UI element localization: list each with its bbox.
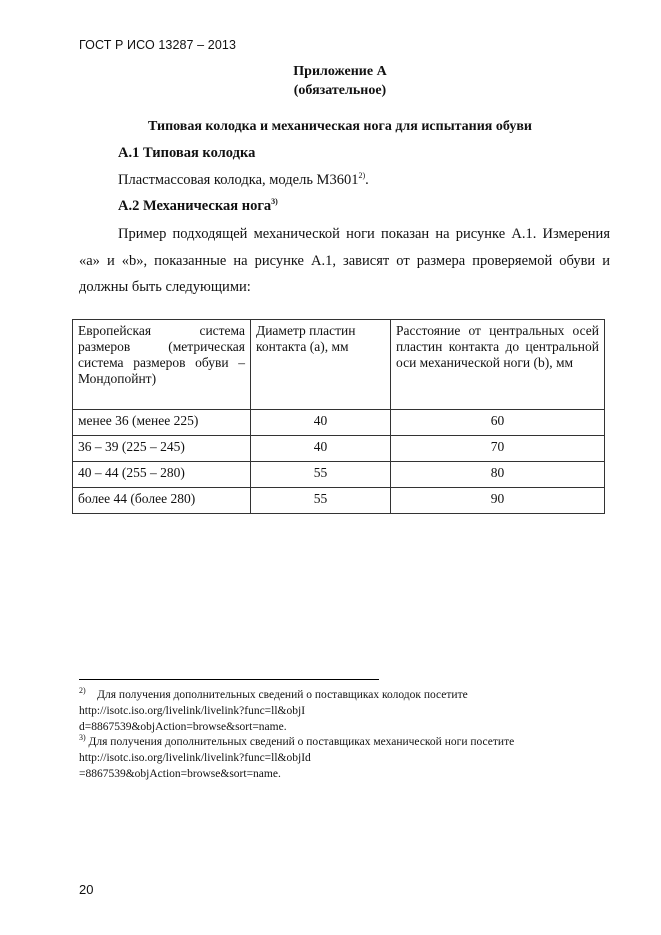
footnote-3-line (79, 730, 613, 750)
table-cell: 55 (251, 488, 391, 514)
footnote-ref-3[interactable]: 3) (271, 197, 278, 206)
table-cell: менее 36 (менее 225) (73, 410, 251, 436)
table-row (73, 488, 605, 514)
footnote-2-link[interactable]: http://isotc.iso.org/livelink/livelink?func=ll&objI (79, 704, 306, 717)
table-cell: 80 (391, 462, 605, 488)
footnote-2 (79, 683, 613, 735)
table-row (73, 462, 605, 488)
footnote-divider (79, 679, 379, 680)
table-header-cell: Расстояние от центральных осей пластин контакта до центральной оси механической ноги (b), мм (391, 320, 605, 410)
footnote-3-link[interactable]: http://isotc.iso.org/livelink/livelink?func=ll&objId (79, 751, 311, 764)
footnote-2-mark: 2) (79, 686, 86, 695)
table-row (73, 436, 605, 462)
table-cell: 40 – 44 (255 – 280) (73, 462, 251, 488)
appendix-subtitle: (обязательное) (293, 83, 387, 98)
table-cell: 36 – 39 (225 – 245) (73, 436, 251, 462)
section-title: Типовая колодка и механическая нога для испытания обуви (148, 119, 532, 134)
table-header-cell: Европейская система размеров (метрическая система размеров обуви –Мондопойнт) (73, 320, 251, 410)
table-header-cell: Диаметр пластин контакта (a), мм (251, 320, 391, 410)
heading-a1: А.1 Типовая колодка (118, 145, 256, 161)
table-cell: 90 (391, 488, 605, 514)
footnote-2-text: Для получения дополнительных сведений о поставщиках колодок посетите (97, 688, 468, 701)
table-cell: 70 (391, 436, 605, 462)
page-number: 20 (79, 882, 94, 897)
table-row (73, 410, 605, 436)
a1-paragraph (118, 171, 369, 189)
table-cell: 60 (391, 410, 605, 436)
footnote-3 (79, 730, 613, 782)
footnote-2-link-cont[interactable]: d=8867539&objAction=browse&sort=name. (79, 720, 287, 733)
appendix-title: Приложение А (293, 64, 387, 79)
requirements-table (72, 319, 605, 514)
footnote-2-line (79, 683, 613, 703)
footnote-3-text: Для получения дополнительных сведений о поставщиках механической ноги посетите (88, 735, 515, 748)
document-header: ГОСТ Р ИСО 13287 – 2013 (79, 38, 237, 52)
table-cell: 40 (251, 436, 391, 462)
table-cell: 55 (251, 462, 391, 488)
footnote-3-link-cont[interactable]: =8867539&objAction=browse&sort=name. (79, 767, 281, 780)
footnote-3-mark: 3) (79, 733, 86, 742)
heading-a2 (118, 197, 278, 215)
table-header-row (73, 320, 605, 410)
a1-text-end: . (365, 171, 369, 188)
table-cell: более 44 (более 280) (73, 488, 251, 514)
heading-a2-text: А.2 Механическая нога (118, 197, 272, 214)
a2-paragraph: Пример подходящей механической ноги показан на рисунке А.1. Измерения «a» и «b», показанные на рисунке А.1, зависят от размера проверяемой обуви и должны быть следующими: (79, 226, 610, 295)
table-cell: 40 (251, 410, 391, 436)
a1-text: Пластмассовая колодка, модель М3601 (118, 171, 359, 188)
footnote-ref-2[interactable]: 2) (358, 171, 366, 180)
